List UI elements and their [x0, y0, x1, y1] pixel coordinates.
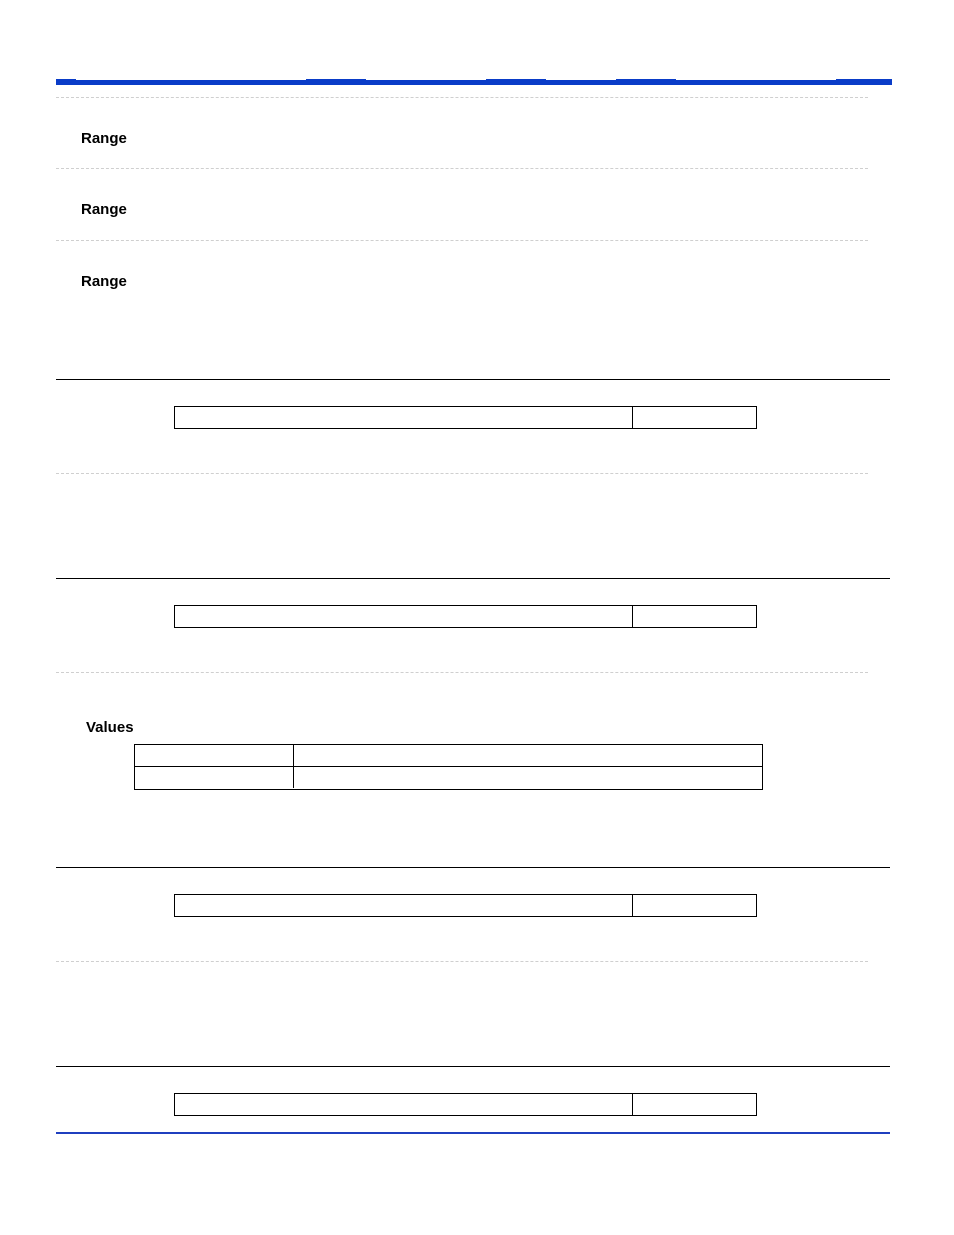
- syntax-cell: [175, 407, 633, 428]
- table-cell: [294, 745, 762, 766]
- syntax-table: [174, 1093, 757, 1116]
- values-table: [134, 744, 763, 790]
- syntax-cell: [633, 895, 756, 916]
- table-cell: [135, 745, 294, 766]
- table-row: [135, 767, 762, 788]
- command-rule: [56, 578, 890, 579]
- header-rule-accent: [616, 79, 676, 81]
- section-separator: [56, 473, 868, 474]
- values-label: Values: [86, 719, 134, 736]
- syntax-cell: [633, 606, 756, 627]
- section-separator: [56, 97, 868, 98]
- table-row: [135, 745, 762, 767]
- syntax-table: [174, 406, 757, 429]
- page-header-rule: [56, 80, 892, 85]
- header-rule-accent: [836, 79, 892, 81]
- table-cell: [135, 767, 294, 788]
- command-rule: [56, 379, 890, 380]
- section-separator: [56, 240, 868, 241]
- syntax-cell: [175, 606, 633, 627]
- section-separator: [56, 961, 868, 962]
- header-rule-accent: [56, 79, 76, 81]
- syntax-cell: [633, 1094, 756, 1115]
- syntax-table: [174, 894, 757, 917]
- header-rule-accent: [306, 79, 366, 81]
- syntax-table: [174, 605, 757, 628]
- section-separator: [56, 672, 868, 673]
- syntax-cell: [175, 1094, 633, 1115]
- section-separator: [56, 168, 868, 169]
- range-label: Range: [81, 273, 127, 290]
- command-rule: [56, 867, 890, 868]
- table-cell: [294, 767, 762, 788]
- range-label: Range: [81, 130, 127, 147]
- syntax-cell: [633, 407, 756, 428]
- page-footer-rule: [56, 1132, 890, 1134]
- header-rule-accent: [486, 79, 546, 81]
- range-label: Range: [81, 201, 127, 218]
- syntax-cell: [175, 895, 633, 916]
- command-rule: [56, 1066, 890, 1067]
